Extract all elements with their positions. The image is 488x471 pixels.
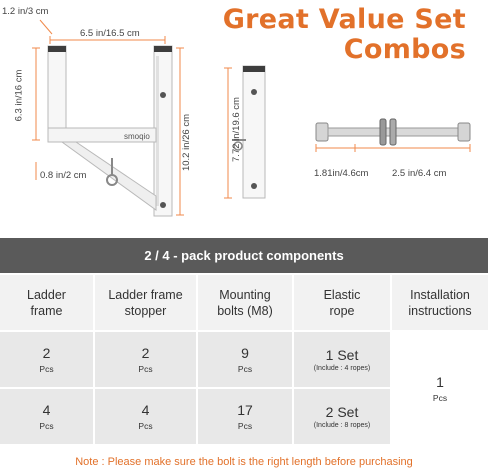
cell-value: 2 bbox=[42, 345, 51, 361]
dim-bolt-length: 2.5 in/6.4 cm bbox=[392, 168, 447, 179]
ladder-frame-drawing bbox=[48, 46, 172, 216]
headline-line-2: Combos bbox=[343, 34, 466, 65]
table-row-2-stopper bbox=[95, 389, 196, 444]
cell-value: 2 bbox=[141, 345, 150, 361]
cell-value: 1 Set bbox=[325, 347, 359, 363]
mounting-bolt-drawing bbox=[316, 119, 470, 145]
dim-bolt-thread: 1.81in/4.6cm bbox=[314, 168, 369, 179]
table-row-1-rope bbox=[294, 332, 390, 387]
table-instructions-cell bbox=[392, 332, 488, 444]
dim-stopper-height: 7.72 in/19.6 cm bbox=[230, 97, 242, 162]
dim-frame-width: 6.5 in/16.5 cm bbox=[80, 28, 140, 39]
header-installation-instructions bbox=[392, 275, 488, 330]
cell-unit: Pcs bbox=[39, 364, 54, 374]
cell-note: (Include : 8 ropes) bbox=[313, 422, 371, 429]
table-title: 2 / 4 - pack product components bbox=[0, 238, 488, 273]
cell-unit: Pcs bbox=[237, 364, 253, 374]
cell-value: 2 Set bbox=[325, 404, 359, 420]
cell-value: 17 bbox=[237, 402, 253, 418]
brand-mark: smoqio bbox=[124, 132, 150, 141]
table-row-1-bolts bbox=[198, 332, 292, 387]
table-row-1-frame bbox=[0, 332, 93, 387]
header-label: Ladder frame stopper bbox=[108, 287, 183, 318]
header-ladder-frame bbox=[0, 275, 93, 330]
cell-value: 9 bbox=[241, 345, 249, 361]
header-label: Ladder frame bbox=[27, 287, 66, 318]
table-grid bbox=[0, 273, 488, 456]
dim-frame-total-height: 10.2 in/26 cm bbox=[181, 113, 193, 172]
header-label: Installation instructions bbox=[408, 287, 472, 318]
header-elastic-rope bbox=[294, 275, 390, 330]
header-mounting-bolts bbox=[198, 275, 292, 330]
cell-unit: Pcs bbox=[138, 421, 153, 431]
cell-unit: Pcs bbox=[138, 364, 153, 374]
table-row-1-stopper bbox=[95, 332, 196, 387]
header-frame-stopper bbox=[95, 275, 196, 330]
cell-note: (Include : 4 ropes) bbox=[313, 365, 371, 372]
table-row-2-rope bbox=[294, 389, 390, 444]
dim-frame-side-height: 6.3 in/16 cm bbox=[13, 69, 25, 122]
cell-unit: Pcs bbox=[39, 421, 54, 431]
table-row-2-bolts bbox=[198, 389, 292, 444]
headline-line-1: Great Value Set bbox=[222, 4, 466, 35]
cell-unit: Pcs bbox=[432, 392, 448, 403]
table-row-2-frame bbox=[0, 389, 93, 444]
dim-frame-bottom: 0.8 in/2 cm bbox=[40, 170, 87, 181]
components-table bbox=[0, 238, 488, 456]
cell-value: 4 bbox=[141, 402, 150, 418]
cell-value: 4 bbox=[42, 402, 51, 418]
header-label: Mounting bolts (M8) bbox=[217, 287, 273, 318]
cell-unit: Pcs bbox=[237, 421, 253, 431]
header-label: Elastic rope bbox=[323, 287, 361, 318]
cell-value: 1 bbox=[436, 373, 444, 390]
dim-frame-thickness: 1.2 in/3 cm bbox=[2, 6, 49, 17]
purchase-note: Note : Please make sure the bolt is the right length before purchasing bbox=[75, 456, 413, 468]
